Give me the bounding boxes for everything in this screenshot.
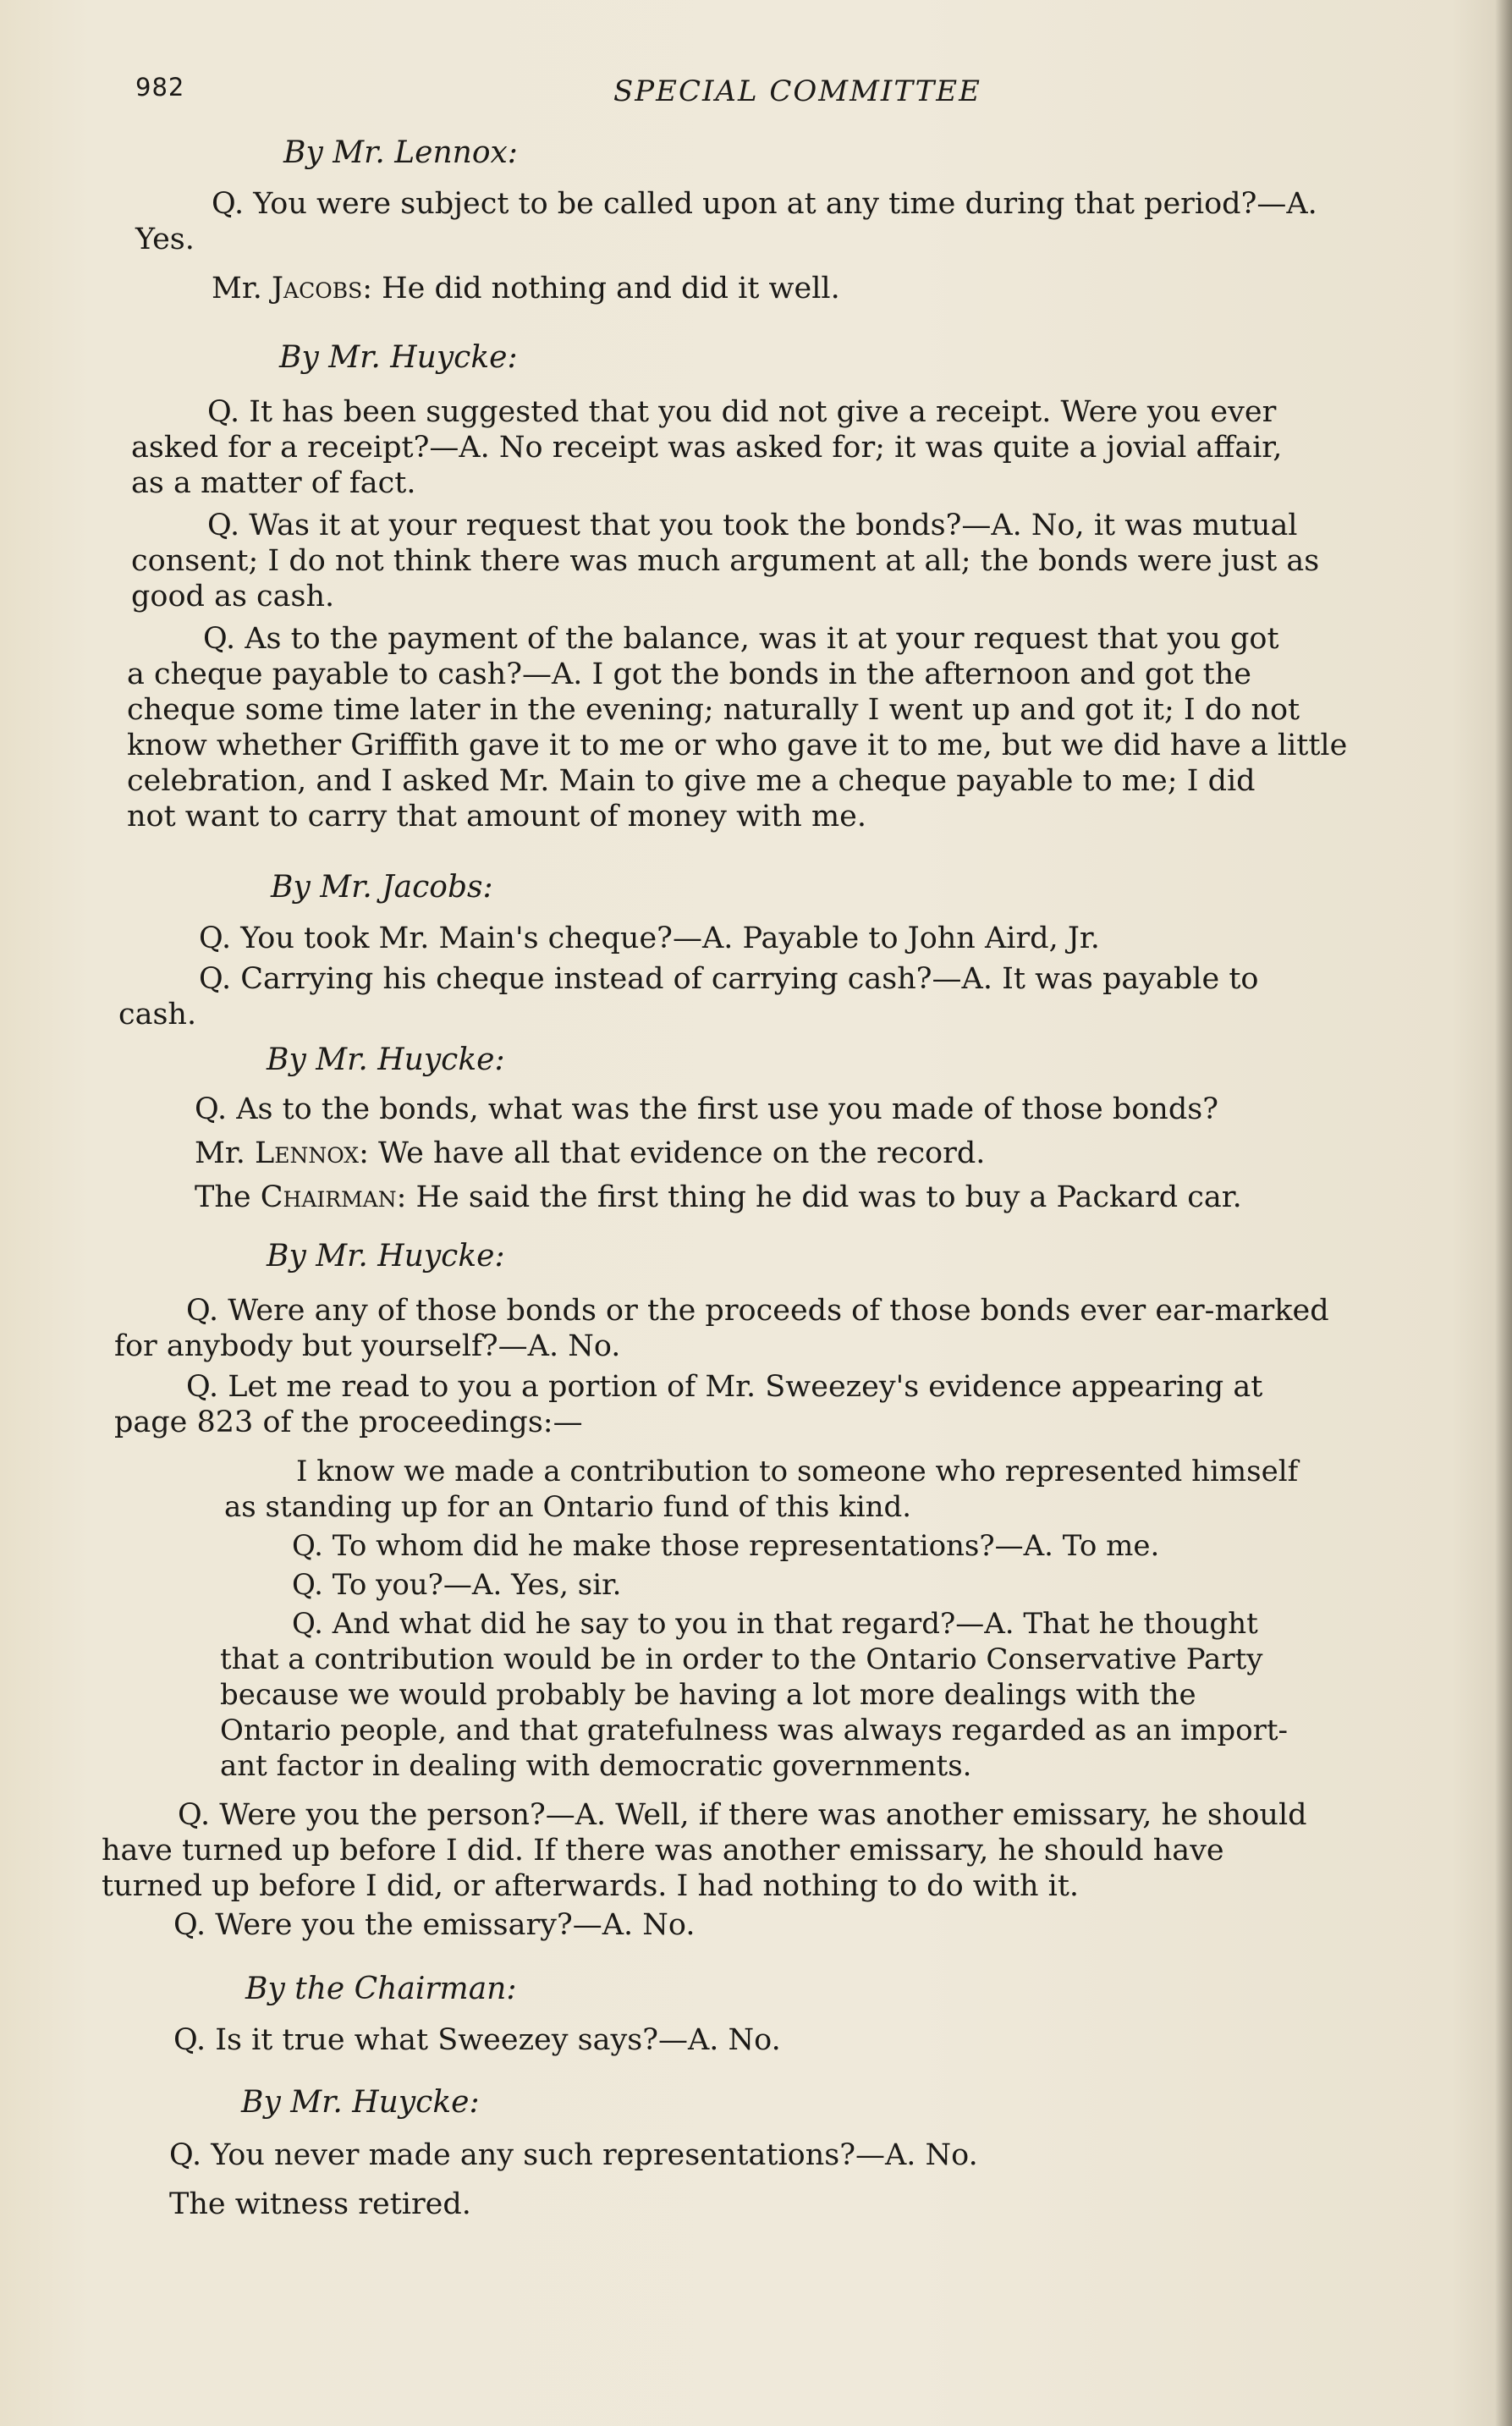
quoted-evidence-line: Ontario people, and that gratefulness was always regarded as an import- xyxy=(220,1714,1289,1747)
answer-line: for anybody but yourself?—A. No. xyxy=(114,1329,621,1363)
quoted-evidence-line: Q. To whom did he make those representations?—A. To me. xyxy=(292,1529,1160,1563)
question-line: Q. Carrying his cheque instead of carrying cash?—A. It was payable to xyxy=(199,962,1259,996)
examiner-heading: By Mr. Jacobs: xyxy=(271,870,493,905)
statement-prefix: Mr. xyxy=(212,272,272,305)
running-head: SPECIAL COMMITTEE xyxy=(613,74,981,108)
statement-text: : We have all that evidence on the record. xyxy=(359,1136,986,1170)
quoted-evidence-line: ant factor in dealing with democratic governments. xyxy=(220,1749,972,1783)
question-line: Q. Let me read to you a portion of Mr. Sweezey's evidence appearing at xyxy=(186,1370,1263,1404)
question-line: Q. You never made any such representations?—A. No. xyxy=(169,2138,978,2172)
answer-line: not want to carry that amount of money with me. xyxy=(127,800,866,833)
answer-line: cash. xyxy=(118,998,197,1031)
page-number: 982 xyxy=(135,73,185,102)
examiner-heading: By the Chairman: xyxy=(245,1972,517,2006)
quoted-evidence-line: because we would probably be having a lot more dealings with the xyxy=(220,1678,1196,1712)
quoted-evidence-line: Q. To you?—A. Yes, sir. xyxy=(292,1568,622,1602)
answer-line: a cheque payable to cash?—A. I got the bonds in the afternoon and got the xyxy=(127,657,1251,691)
speaker-name: Jacobs xyxy=(271,272,363,305)
answer-line: good as cash. xyxy=(131,580,335,613)
page-edge-shadow xyxy=(1495,0,1512,2426)
question-line: Q. Were you the person?—A. Well, if there was another emissary, he should xyxy=(178,1798,1307,1832)
speaker-name: Chairman xyxy=(260,1180,397,1214)
question-line: Q. Was it at your request that you took the bonds?—A. No, it was mutual xyxy=(207,509,1298,542)
answer-line: know whether Griffith gave it to me or who gave it to me, but we did have a little xyxy=(127,729,1348,762)
answer-line: cheque some time later in the evening; naturally I went up and got it; I do not xyxy=(127,693,1300,727)
examiner-heading: By Mr. Huycke: xyxy=(279,340,518,375)
examiner-heading: By Mr. Huycke: xyxy=(241,2085,480,2120)
speaker-name: Lennox xyxy=(254,1136,360,1170)
question-line: Q. You took Mr. Main's cheque?—A. Payable to John Aird, Jr. xyxy=(199,921,1100,955)
quoted-evidence-line: that a contribution would be in order to the Ontario Conservative Party xyxy=(220,1642,1263,1676)
answer-line: Yes. xyxy=(135,223,195,256)
question-line: Q. Were any of those bonds or the proceeds of those bonds ever ear-marked xyxy=(186,1294,1329,1328)
answer-line: consent; I do not think there was much argument at all; the bonds were just as xyxy=(131,544,1320,578)
quoted-evidence-line: Q. And what did he say to you in that regard?—A. That he thought xyxy=(292,1607,1258,1641)
question-line: Q. Is it true what Sweezey says?—A. No. xyxy=(173,2023,781,2057)
examiner-heading: By Mr. Huycke: xyxy=(267,1239,505,1274)
answer-line: turned up before I did, or afterwards. I had nothing to do with it. xyxy=(102,1869,1080,1903)
question-line: Q. It has been suggested that you did not give a receipt. Were you ever xyxy=(207,395,1277,429)
examiner-heading: By Mr. Huycke: xyxy=(267,1042,505,1077)
answer-line: as a matter of fact. xyxy=(131,466,416,500)
page-header xyxy=(135,73,1455,115)
question-line: Q. You were subject to be called upon at any time during that period?—A. xyxy=(212,187,1317,221)
examiner-heading: By Mr. Lennox: xyxy=(283,135,518,170)
answer-line: asked for a receipt?—A. No receipt was asked for; it was quite a jovial affair, xyxy=(131,431,1283,465)
question-line: Q. Were you the emissary?—A. No. xyxy=(173,1908,696,1942)
answer-line: celebration, and I asked Mr. Main to give me a cheque payable to me; I did xyxy=(127,764,1256,798)
statement-text: : He did nothing and did it well. xyxy=(362,272,840,305)
question-line: Q. As to the bonds, what was the first use you made of those bonds? xyxy=(195,1092,1218,1126)
statement-text: : He said the first thing he did was to buy a Packard car. xyxy=(396,1180,1242,1214)
statement-line xyxy=(195,1180,1242,1215)
statement-line xyxy=(212,271,840,306)
closing-line: The witness retired. xyxy=(169,2187,471,2221)
quoted-evidence-line: as standing up for an Ontario fund of this kind. xyxy=(224,1490,912,1524)
answer-line: have turned up before I did. If there was another emissary, he should have xyxy=(102,1834,1224,1868)
statement-prefix: Mr. xyxy=(195,1136,255,1170)
question-line: Q. As to the payment of the balance, was it at your request that you got xyxy=(203,622,1279,656)
answer-line: page 823 of the proceedings:— xyxy=(114,1406,583,1439)
quoted-evidence-line: I know we made a contribution to someone who represented himself xyxy=(296,1455,1299,1488)
statement-prefix: The xyxy=(195,1180,261,1214)
statement-line xyxy=(195,1136,985,1171)
